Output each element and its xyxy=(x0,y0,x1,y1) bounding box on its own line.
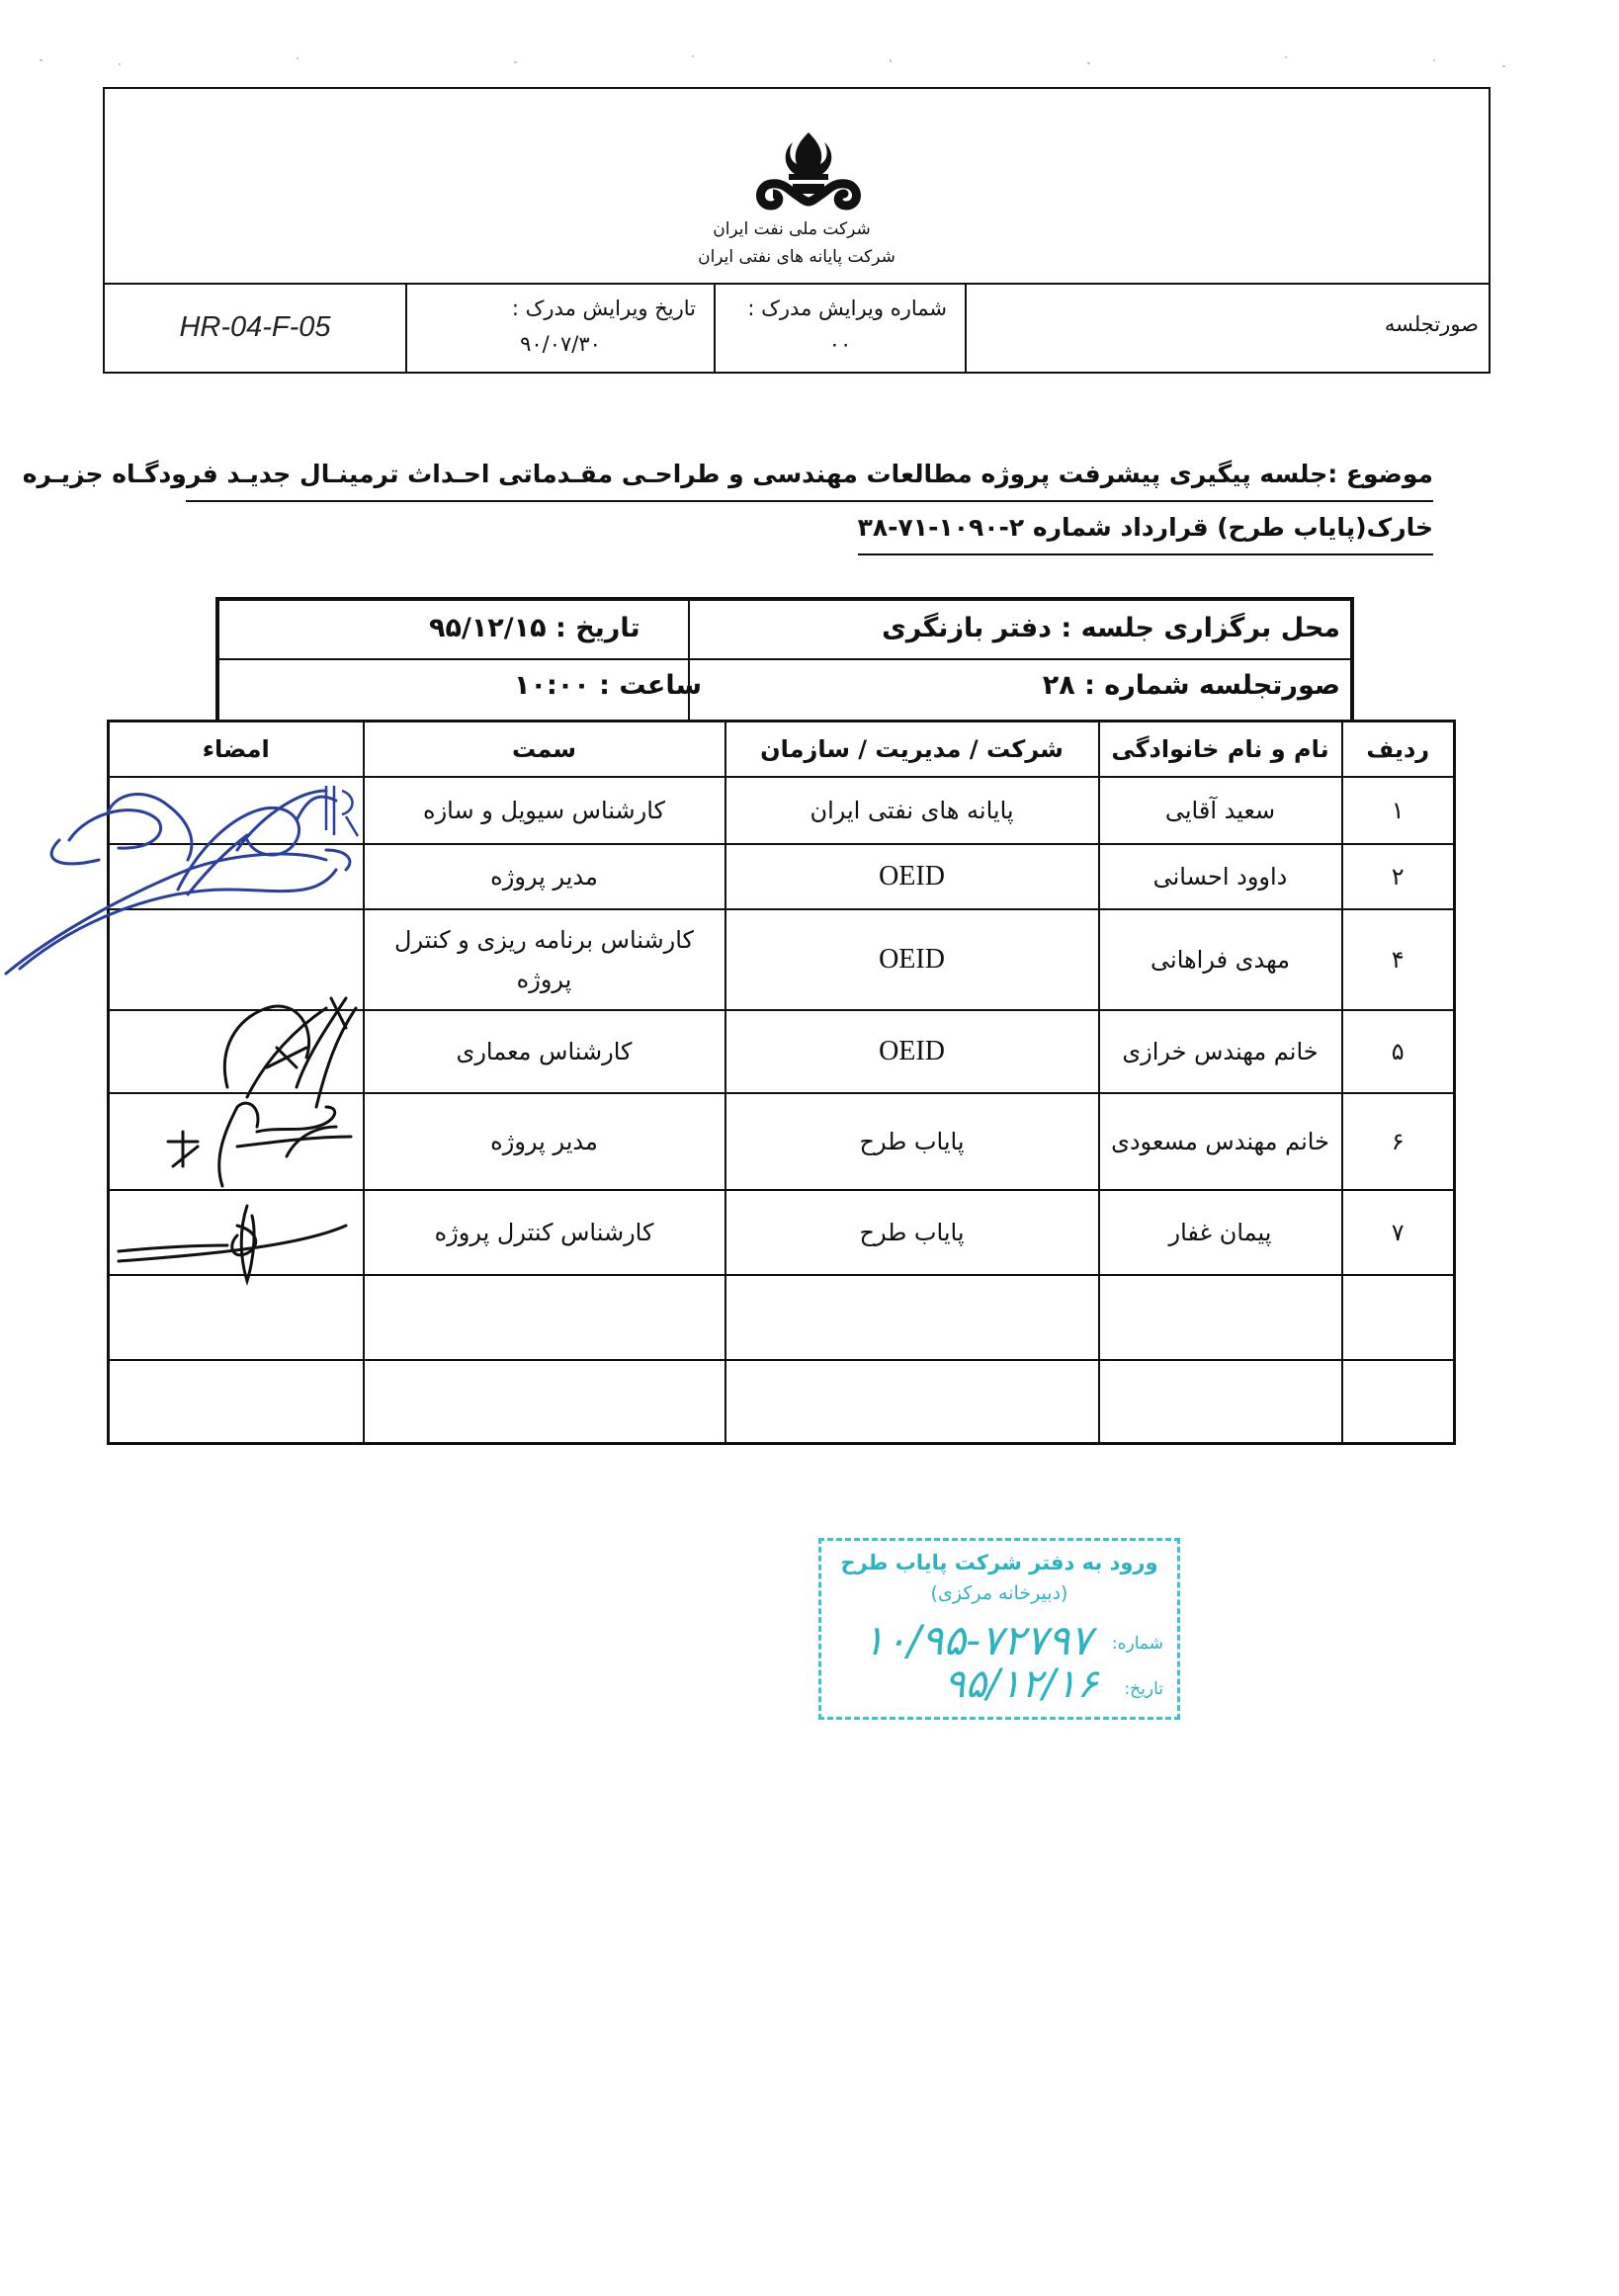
document-meta-row xyxy=(105,283,1489,372)
row-number: ۱ xyxy=(1342,777,1455,844)
row-number: ۷ xyxy=(1342,1190,1455,1275)
subject-line-1: موضوع :جلسه پیگیری پیشرفت پروژه مطالعات مهندسی و طراحـی مقـدماتی احـداث ترمینـال جدیـد فرودگـاه جزیـره xyxy=(186,449,1433,502)
attendee-org: پایانه های نفتی ایران xyxy=(725,777,1099,844)
attendee-org: پایاب طرح xyxy=(725,1093,1099,1190)
revision-date-cell xyxy=(405,283,714,372)
company-name-terminals: شرکت پایانه های نفتی ایران xyxy=(698,247,895,267)
header-position: سمت xyxy=(364,722,725,778)
attendee-org: OEID xyxy=(725,1010,1099,1093)
scan-noise xyxy=(0,0,1619,89)
header-full-name: نام و نام خانوادگی xyxy=(1099,722,1342,778)
attendee-role: کارشناس سیویل و سازه xyxy=(364,777,725,844)
table-row xyxy=(109,1093,1455,1190)
document-header xyxy=(103,87,1491,374)
revision-date-value: ۹۰/۰۷/۳۰ xyxy=(520,332,601,356)
attendee-role: کارشناس معماری xyxy=(364,1010,725,1093)
row-number: ۶ xyxy=(1342,1093,1455,1190)
stamp-date-label: تاریخ: xyxy=(1124,1679,1163,1699)
table-row xyxy=(109,844,1455,909)
company-name-nioc: شرکت ملی نفت ایران xyxy=(713,219,871,239)
subject-line-2: خارک(پایاب طرح) قرارداد شماره ۲-۱۰۹۰-۷۱-۳۸ xyxy=(858,502,1433,555)
attendee-name: خانم مهندس خرازی xyxy=(1099,1010,1342,1093)
attendee-org: OEID xyxy=(725,909,1099,1010)
table-row xyxy=(109,1190,1455,1275)
attendee-name: داوود احسانی xyxy=(1099,844,1342,909)
nioc-logo-icon xyxy=(749,128,868,223)
attendee-role: کارشناس کنترل پروژه xyxy=(364,1190,725,1275)
header-organization: شرکت / مدیریت / سازمان xyxy=(725,722,1099,778)
attendee-role: مدیر پروژه xyxy=(364,844,725,909)
header-signature: امضاء xyxy=(109,722,364,778)
signature-cell xyxy=(109,777,364,844)
attendee-name: مهدی فراهانی xyxy=(1099,909,1342,1010)
document-code: HR-04-F-05 xyxy=(179,310,331,343)
row-number: ۵ xyxy=(1342,1010,1455,1093)
attendee-name: خانم مهندس مسعودی xyxy=(1099,1093,1342,1190)
meeting-date: تاریخ : ۹۵/۱۲/۱۵ xyxy=(429,613,640,643)
table-row xyxy=(109,909,1455,1010)
attendee-name: سعید آقایی xyxy=(1099,777,1342,844)
receipt-stamp xyxy=(818,1538,1180,1720)
signature-cell xyxy=(109,844,364,909)
header-row-number: ردیف xyxy=(1342,722,1455,778)
minutes-number: صورتجلسه شماره : ۲۸ xyxy=(1042,670,1340,701)
attendee-name: پیمان غفار xyxy=(1099,1190,1342,1275)
stamp-date-value: ۹۵/۱۲/۱۶ xyxy=(944,1661,1098,1707)
revision-number-label: شماره ویرایش مدرک : xyxy=(747,297,947,320)
attendee-role: کارشناس برنامه ریزی و کنترل پروژه xyxy=(364,909,725,1010)
meeting-subject xyxy=(22,449,1433,555)
attendees-table xyxy=(107,720,1456,1445)
signature-cell xyxy=(109,1093,364,1190)
table-row xyxy=(109,1010,1455,1093)
stamp-subtitle: (دبیرخانه مرکزی) xyxy=(930,1582,1068,1604)
attendee-org: OEID xyxy=(725,844,1099,909)
stamp-title: ورود به دفتر شرکت پایاب طرح xyxy=(840,1551,1158,1574)
meeting-time: ساعت : ۱۰:۰۰ xyxy=(514,670,703,701)
table-row-empty xyxy=(109,1360,1455,1443)
document-type: صورتجلسه xyxy=(1384,312,1479,336)
table-row-empty xyxy=(109,1275,1455,1360)
revision-number-cell xyxy=(714,283,965,372)
revision-number-value: ۰۰ xyxy=(828,332,852,356)
stamp-number-label: شماره: xyxy=(1111,1634,1163,1654)
meeting-info-box xyxy=(215,597,1354,720)
info-divider-h xyxy=(219,658,1350,660)
attendee-role: مدیر پروژه xyxy=(364,1093,725,1190)
meeting-place: محل برگزاری جلسه : دفتر بازنگری xyxy=(882,613,1340,643)
row-number: ۲ xyxy=(1342,844,1455,909)
logo-area xyxy=(105,89,1489,285)
signature-cell xyxy=(109,909,364,1010)
table-header-row xyxy=(109,722,1455,778)
stamp-number-value: ۱۰/۹۵-۷۲۷۹۷ xyxy=(862,1616,1092,1664)
table-row xyxy=(109,777,1455,844)
attendee-org: پایاب طرح xyxy=(725,1190,1099,1275)
info-divider-v xyxy=(688,601,690,720)
signature-cell xyxy=(109,1010,364,1093)
signature-cell xyxy=(109,1190,364,1275)
meta-divider xyxy=(965,283,967,372)
row-number: ۴ xyxy=(1342,909,1455,1010)
revision-date-label: تاریخ ویرایش مدرک : xyxy=(511,297,696,320)
